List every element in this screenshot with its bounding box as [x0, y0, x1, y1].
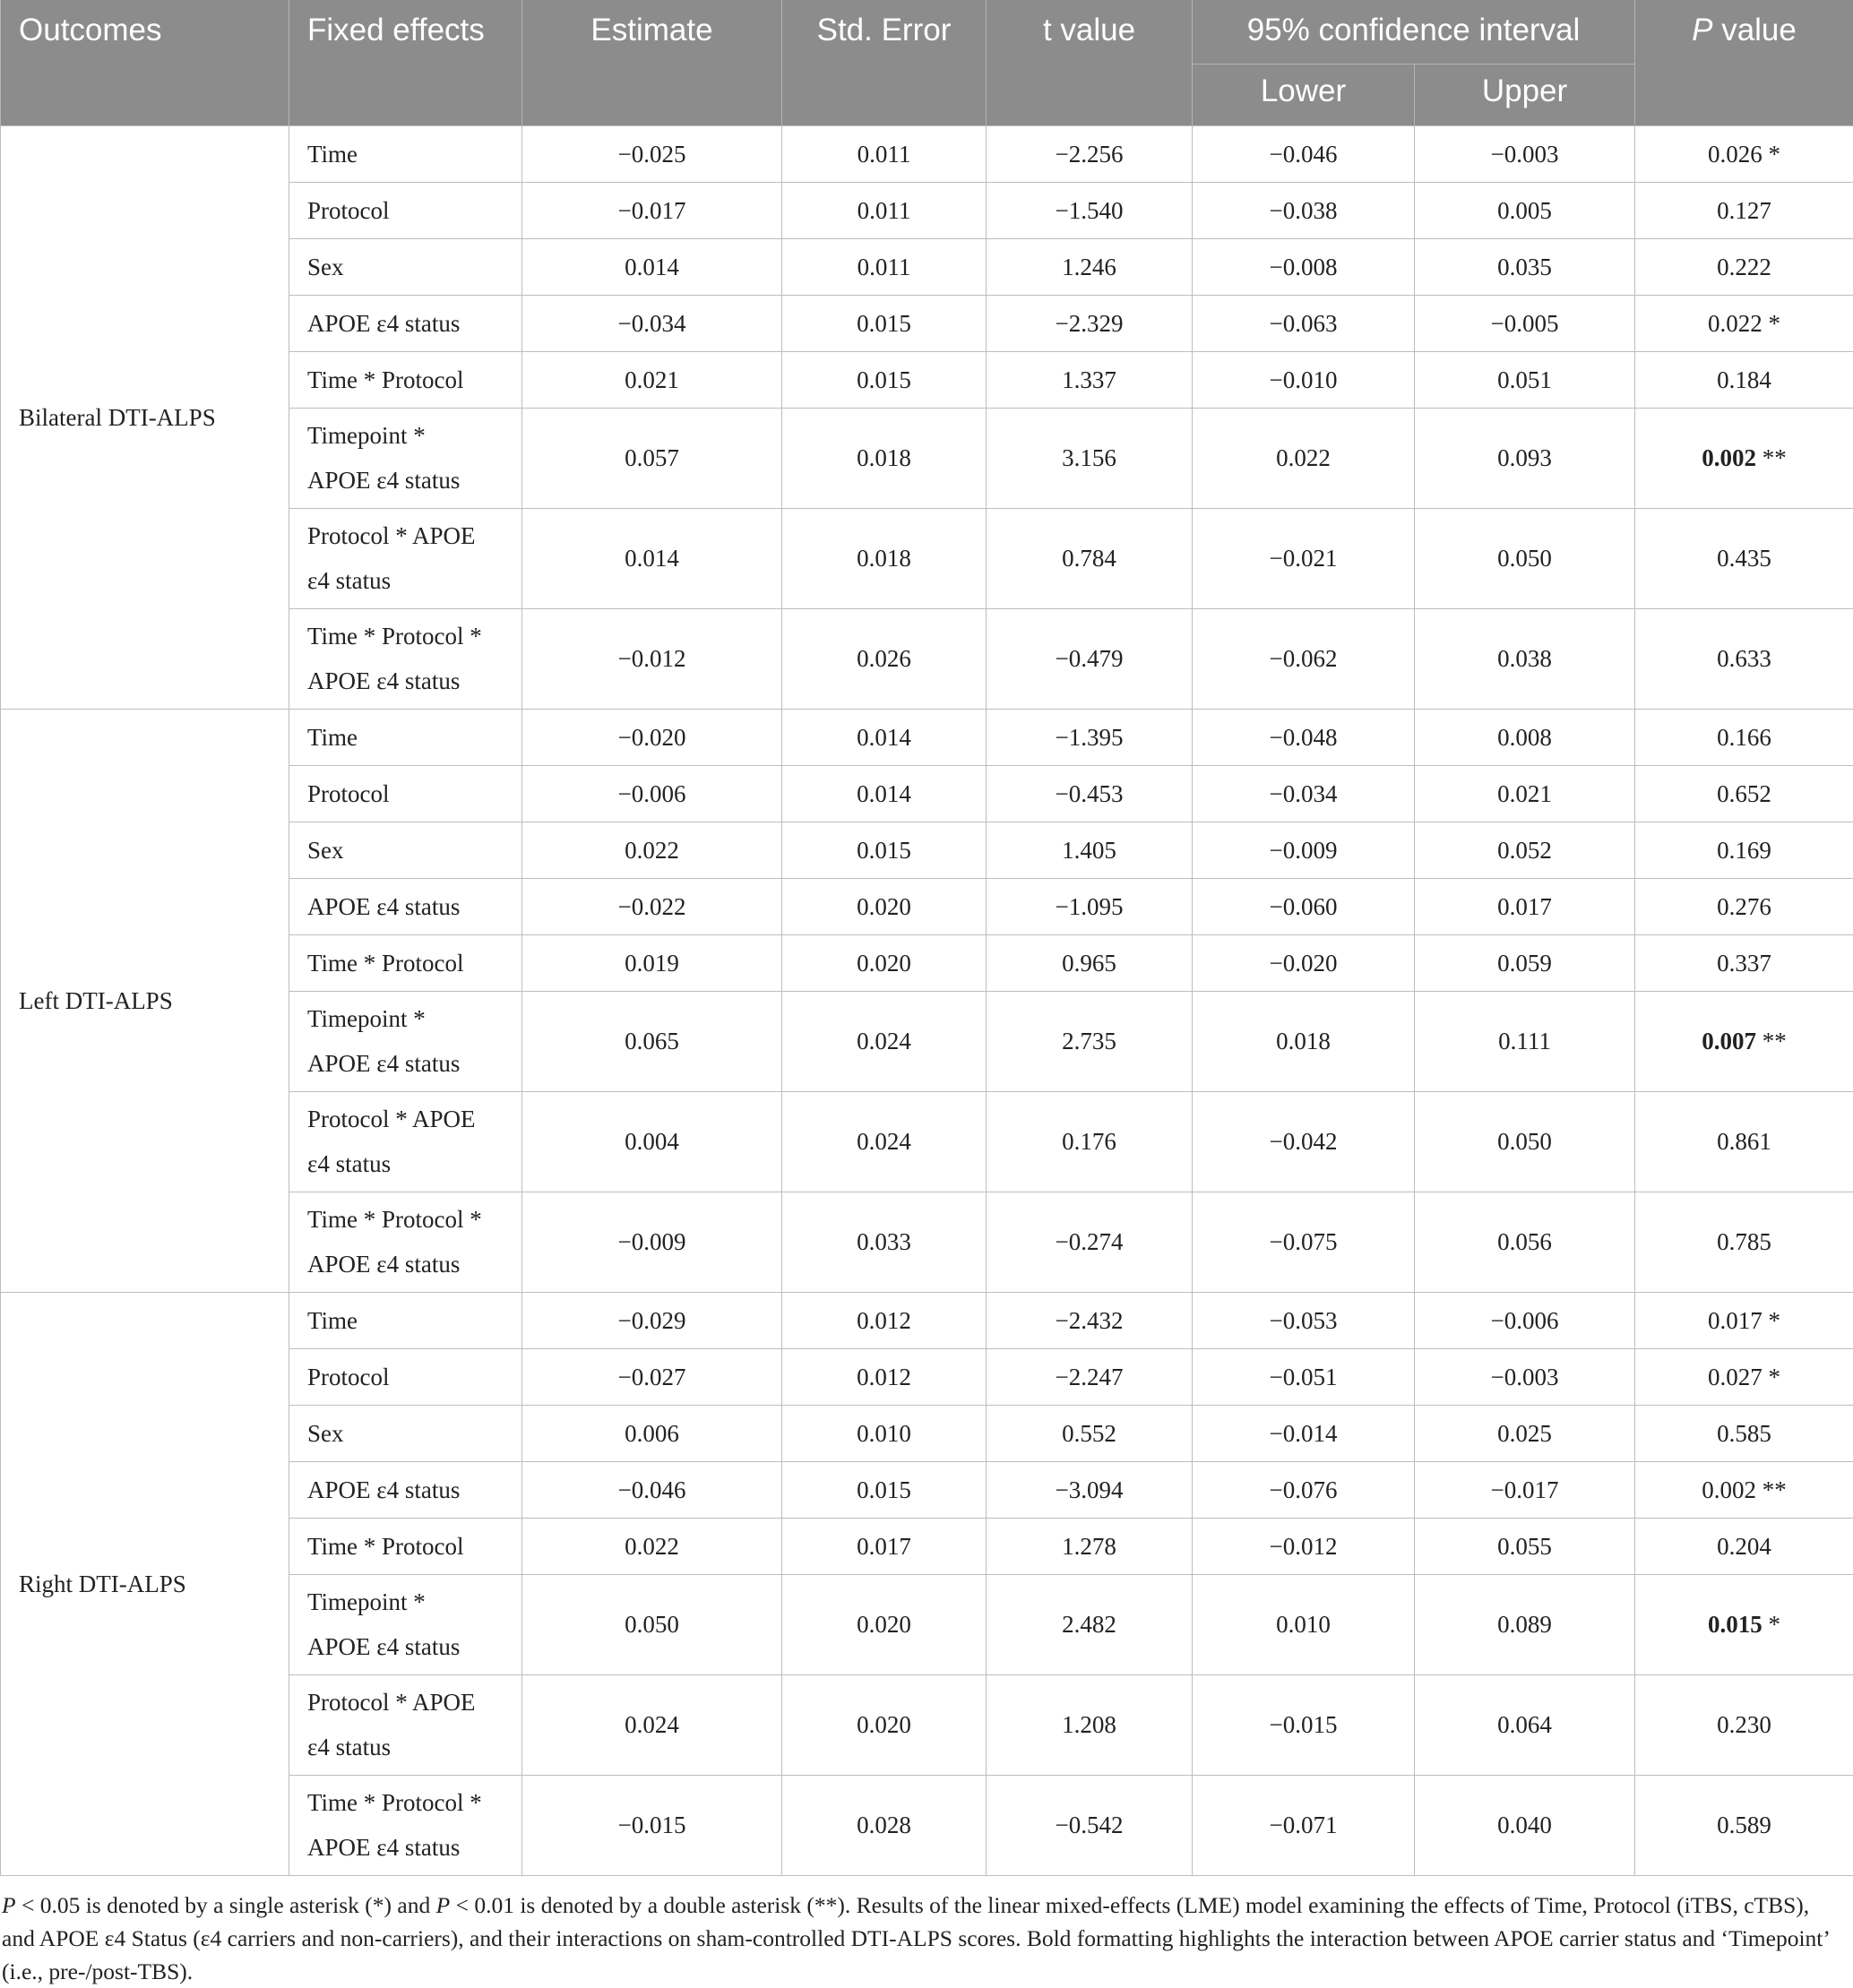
table-row	[1, 709, 1853, 765]
estimate-cell: −0.015	[522, 1775, 782, 1875]
t-value-cell: 0.552	[987, 1405, 1193, 1461]
p-value-cell	[1635, 508, 1853, 608]
std-error-cell: 0.015	[782, 1461, 987, 1518]
p-value: 0.002	[1702, 1476, 1756, 1503]
std-error-cell: 0.015	[782, 295, 987, 351]
fixed-effect-cell	[289, 1775, 522, 1875]
fixed-effect-cell	[289, 351, 522, 408]
t-value-cell: −2.256	[987, 125, 1193, 182]
significance-marker: **	[1763, 1028, 1787, 1054]
ci-lower-cell: 0.018	[1193, 991, 1415, 1091]
std-error-cell: 0.012	[782, 1292, 987, 1348]
p-value-cell	[1635, 1574, 1853, 1674]
estimate-cell: 0.006	[522, 1405, 782, 1461]
std-error-cell: 0.024	[782, 1091, 987, 1192]
t-value-cell: −2.329	[987, 295, 1193, 351]
fixed-effect-cell	[289, 765, 522, 822]
fixed-effect-label-line2: ε4 status	[307, 1734, 391, 1760]
p-value-cell	[1635, 1775, 1853, 1875]
p-value: 0.633	[1717, 645, 1771, 672]
std-error-cell: 0.011	[782, 182, 987, 238]
t-value-cell: 1.278	[987, 1518, 1193, 1574]
p-value: 0.276	[1717, 893, 1771, 920]
header-t-value: t value	[987, 0, 1193, 125]
fixed-effect-label: Protocol * APOE	[307, 1106, 476, 1132]
p-value: 0.652	[1717, 780, 1771, 807]
t-value-cell: −3.094	[987, 1461, 1193, 1518]
t-value-cell: −1.540	[987, 182, 1193, 238]
t-value-cell: −0.274	[987, 1192, 1193, 1292]
ci-upper-cell: 0.055	[1415, 1518, 1635, 1574]
std-error-cell: 0.014	[782, 765, 987, 822]
ci-lower-cell: 0.010	[1193, 1574, 1415, 1674]
t-value-cell: 0.965	[987, 934, 1193, 991]
ci-lower-cell: −0.046	[1193, 125, 1415, 182]
p-value: 0.184	[1717, 366, 1771, 393]
p-value-cell	[1635, 1192, 1853, 1292]
ci-upper-cell: 0.052	[1415, 822, 1635, 878]
p-value-cell	[1635, 765, 1853, 822]
p-value: 0.169	[1717, 837, 1771, 864]
fixed-effect-label-line2: APOE ε4 status	[307, 667, 460, 694]
footnote-text1: < 0.05 is denoted by a single asterisk (*) and	[16, 1892, 436, 1918]
header-confidence-interval: 95% confidence interval	[1193, 0, 1635, 64]
ci-lower-cell: −0.021	[1193, 508, 1415, 608]
ci-lower-cell: −0.060	[1193, 878, 1415, 934]
footnote-text2: < 0.01 is denoted by a double asterisk (**). Results of the linear mixed-effects (LME) model examining the effects of Time, Protocol (iTBS, cTBS), and APOE ε4 Status (ε4 carriers and non-carriers), and their interactions on sham-controlled DTI-ALPS scores. Bold formatting highlights the interaction between APOE carrier status and ‘Timepoint’ (i.e., pre-/post-TBS).	[2, 1892, 1829, 1984]
fixed-effect-cell	[289, 709, 522, 765]
p-value: 0.127	[1717, 197, 1771, 224]
fixed-effect-label-line2: ε4 status	[307, 1150, 391, 1177]
p-value: 0.027	[1708, 1364, 1763, 1390]
p-value: 0.222	[1717, 254, 1771, 280]
estimate-cell: 0.014	[522, 238, 782, 295]
ci-upper-cell: 0.050	[1415, 508, 1635, 608]
fixed-effect-label: Protocol	[307, 197, 390, 224]
estimate-cell: −0.009	[522, 1192, 782, 1292]
t-value-cell: 0.176	[987, 1091, 1193, 1192]
ci-lower-cell: −0.076	[1193, 1461, 1415, 1518]
p-value: 0.022	[1708, 310, 1763, 337]
significance-marker: *	[1769, 310, 1781, 337]
ci-upper-cell: 0.040	[1415, 1775, 1635, 1875]
t-value-cell: −2.432	[987, 1292, 1193, 1348]
estimate-cell: 0.057	[522, 408, 782, 508]
estimate-cell: 0.004	[522, 1091, 782, 1192]
estimate-cell: −0.034	[522, 295, 782, 351]
table-row	[1, 125, 1853, 182]
estimate-cell: −0.017	[522, 182, 782, 238]
header-outcomes: Outcomes	[1, 0, 289, 125]
header-p-letter: P	[1692, 13, 1712, 47]
std-error-cell: 0.010	[782, 1405, 987, 1461]
fixed-effect-label: Protocol	[307, 780, 390, 807]
fixed-effect-label: Time * Protocol	[307, 1533, 464, 1560]
std-error-cell: 0.012	[782, 1348, 987, 1405]
ci-lower-cell: −0.051	[1193, 1348, 1415, 1405]
p-value-cell	[1635, 1292, 1853, 1348]
p-value-cell	[1635, 182, 1853, 238]
t-value-cell: 1.405	[987, 822, 1193, 878]
estimate-cell: −0.025	[522, 125, 782, 182]
p-value-cell	[1635, 408, 1853, 508]
p-value: 0.585	[1717, 1420, 1771, 1447]
estimate-cell: 0.024	[522, 1674, 782, 1775]
fixed-effect-cell	[289, 1192, 522, 1292]
std-error-cell: 0.011	[782, 238, 987, 295]
p-value: 0.166	[1717, 724, 1771, 751]
p-value-cell	[1635, 709, 1853, 765]
ci-lower-cell: −0.048	[1193, 709, 1415, 765]
table-header	[1, 0, 1853, 125]
ci-upper-cell: 0.050	[1415, 1091, 1635, 1192]
std-error-cell: 0.026	[782, 608, 987, 709]
ci-lower-cell: −0.020	[1193, 934, 1415, 991]
ci-upper-cell: 0.089	[1415, 1574, 1635, 1674]
std-error-cell: 0.024	[782, 991, 987, 1091]
ci-lower-cell: −0.015	[1193, 1674, 1415, 1775]
ci-lower-cell: −0.075	[1193, 1192, 1415, 1292]
estimate-cell: 0.050	[522, 1574, 782, 1674]
fixed-effect-label: Protocol	[307, 1364, 390, 1390]
p-value: 0.230	[1717, 1711, 1771, 1738]
ci-lower-cell: −0.053	[1193, 1292, 1415, 1348]
fixed-effect-label: Time * Protocol *	[307, 623, 482, 650]
std-error-cell: 0.015	[782, 822, 987, 878]
fixed-effect-label: Time * Protocol *	[307, 1789, 482, 1816]
p-value-cell	[1635, 125, 1853, 182]
p-value: 0.015	[1708, 1611, 1763, 1638]
table-footnote	[0, 1876, 1853, 1988]
fixed-effect-label: Protocol * APOE	[307, 522, 476, 549]
estimate-cell: −0.046	[522, 1461, 782, 1518]
estimate-cell: −0.029	[522, 1292, 782, 1348]
fixed-effect-label: Timepoint *	[307, 1005, 426, 1032]
p-value: 0.589	[1717, 1812, 1771, 1838]
p-value: 0.204	[1717, 1533, 1771, 1560]
t-value-cell: −0.542	[987, 1775, 1193, 1875]
fixed-effect-label: APOE ε4 status	[307, 1476, 460, 1503]
header-p-rest: value	[1712, 13, 1796, 47]
outcome-label: Left DTI-ALPS	[1, 709, 289, 1292]
ci-upper-cell: 0.093	[1415, 408, 1635, 508]
fixed-effect-cell	[289, 1461, 522, 1518]
outcome-label: Right DTI-ALPS	[1, 1292, 289, 1875]
p-value-cell	[1635, 991, 1853, 1091]
footnote-p2: P	[436, 1892, 451, 1918]
fixed-effect-label-line2: APOE ε4 status	[307, 467, 460, 494]
ci-lower-cell: −0.062	[1193, 608, 1415, 709]
ci-upper-cell: 0.017	[1415, 878, 1635, 934]
p-value: 0.002	[1702, 444, 1756, 471]
p-value-cell	[1635, 878, 1853, 934]
std-error-cell: 0.028	[782, 1775, 987, 1875]
std-error-cell: 0.020	[782, 1574, 987, 1674]
estimate-cell: 0.022	[522, 1518, 782, 1574]
ci-lower-cell: −0.012	[1193, 1518, 1415, 1574]
t-value-cell: 1.337	[987, 351, 1193, 408]
fixed-effect-label-line2: ε4 status	[307, 567, 391, 594]
significance-marker: *	[1769, 141, 1781, 168]
estimate-cell: −0.027	[522, 1348, 782, 1405]
t-value-cell: 1.246	[987, 238, 1193, 295]
estimate-cell: 0.021	[522, 351, 782, 408]
fixed-effect-label: Time	[307, 1307, 358, 1334]
fixed-effect-cell	[289, 878, 522, 934]
std-error-cell: 0.014	[782, 709, 987, 765]
p-value: 0.435	[1717, 545, 1771, 572]
std-error-cell: 0.033	[782, 1192, 987, 1292]
estimate-cell: −0.006	[522, 765, 782, 822]
ci-upper-cell: 0.038	[1415, 608, 1635, 709]
p-value-cell	[1635, 822, 1853, 878]
ci-upper-cell: −0.003	[1415, 125, 1635, 182]
p-value-cell	[1635, 1461, 1853, 1518]
p-value-cell	[1635, 1674, 1853, 1775]
t-value-cell: 1.208	[987, 1674, 1193, 1775]
std-error-cell: 0.020	[782, 934, 987, 991]
ci-lower-cell: −0.063	[1193, 295, 1415, 351]
significance-marker: **	[1763, 444, 1787, 471]
std-error-cell: 0.018	[782, 408, 987, 508]
estimate-cell: −0.020	[522, 709, 782, 765]
ci-lower-cell: −0.014	[1193, 1405, 1415, 1461]
significance-marker: *	[1769, 1611, 1781, 1638]
ci-upper-cell: −0.017	[1415, 1461, 1635, 1518]
header-lower: Lower	[1193, 64, 1415, 125]
fixed-effect-cell	[289, 1518, 522, 1574]
fixed-effect-label: Time	[307, 724, 358, 751]
ci-upper-cell: 0.059	[1415, 934, 1635, 991]
fixed-effect-label: Sex	[307, 254, 344, 280]
fixed-effect-label: Sex	[307, 1420, 344, 1447]
p-value-cell	[1635, 295, 1853, 351]
ci-upper-cell: 0.021	[1415, 765, 1635, 822]
ci-lower-cell: −0.009	[1193, 822, 1415, 878]
fixed-effect-cell	[289, 1674, 522, 1775]
t-value-cell: −0.453	[987, 765, 1193, 822]
ci-lower-cell: −0.010	[1193, 351, 1415, 408]
p-value: 0.026	[1708, 141, 1763, 168]
significance-marker: *	[1769, 1364, 1781, 1390]
header-p-value	[1635, 0, 1853, 125]
std-error-cell: 0.020	[782, 878, 987, 934]
ci-upper-cell: 0.051	[1415, 351, 1635, 408]
t-value-cell: −1.395	[987, 709, 1193, 765]
ci-upper-cell: 0.005	[1415, 182, 1635, 238]
fixed-effect-label-line2: APOE ε4 status	[307, 1834, 460, 1861]
estimate-cell: 0.065	[522, 991, 782, 1091]
p-value-cell	[1635, 1348, 1853, 1405]
p-value: 0.337	[1717, 950, 1771, 977]
p-value: 0.785	[1717, 1228, 1771, 1255]
fixed-effect-label: Timepoint *	[307, 422, 426, 449]
fixed-effect-cell	[289, 238, 522, 295]
fixed-effect-cell	[289, 608, 522, 709]
fixed-effect-label-line2: APOE ε4 status	[307, 1633, 460, 1660]
std-error-cell: 0.015	[782, 351, 987, 408]
ci-upper-cell: 0.064	[1415, 1674, 1635, 1775]
outcome-label: Bilateral DTI-ALPS	[1, 125, 289, 709]
table-body	[1, 125, 1853, 1875]
ci-lower-cell: −0.071	[1193, 1775, 1415, 1875]
p-value-cell	[1635, 238, 1853, 295]
t-value-cell: −2.247	[987, 1348, 1193, 1405]
ci-upper-cell: 0.111	[1415, 991, 1635, 1091]
p-value: 0.017	[1708, 1307, 1763, 1334]
estimate-cell: −0.022	[522, 878, 782, 934]
fixed-effect-cell	[289, 125, 522, 182]
header-std-error: Std. Error	[782, 0, 987, 125]
t-value-cell: −1.095	[987, 878, 1193, 934]
p-value-cell	[1635, 1091, 1853, 1192]
fixed-effect-label: Sex	[307, 837, 344, 864]
std-error-cell: 0.017	[782, 1518, 987, 1574]
ci-lower-cell: −0.038	[1193, 182, 1415, 238]
fixed-effect-cell	[289, 1574, 522, 1674]
fixed-effect-label: Protocol * APOE	[307, 1689, 476, 1716]
t-value-cell: 0.784	[987, 508, 1193, 608]
ci-upper-cell: −0.005	[1415, 295, 1635, 351]
fixed-effect-cell	[289, 1292, 522, 1348]
t-value-cell: 2.735	[987, 991, 1193, 1091]
p-value-cell	[1635, 608, 1853, 709]
std-error-cell: 0.018	[782, 508, 987, 608]
significance-marker: *	[1769, 1307, 1781, 1334]
p-value: 0.007	[1702, 1028, 1756, 1054]
fixed-effect-cell	[289, 991, 522, 1091]
fixed-effect-label: Time * Protocol *	[307, 1206, 482, 1233]
fixed-effect-label: APOE ε4 status	[307, 310, 460, 337]
t-value-cell: 2.482	[987, 1574, 1193, 1674]
ci-lower-cell: −0.042	[1193, 1091, 1415, 1192]
std-error-cell: 0.011	[782, 125, 987, 182]
ci-upper-cell: 0.035	[1415, 238, 1635, 295]
t-value-cell: 3.156	[987, 408, 1193, 508]
fixed-effect-cell	[289, 1405, 522, 1461]
ci-upper-cell: 0.025	[1415, 1405, 1635, 1461]
fixed-effect-label-line2: APOE ε4 status	[307, 1050, 460, 1077]
std-error-cell: 0.020	[782, 1674, 987, 1775]
fixed-effect-cell	[289, 822, 522, 878]
p-value-cell	[1635, 1405, 1853, 1461]
fixed-effect-cell	[289, 1091, 522, 1192]
header-fixed-effects: Fixed effects	[289, 0, 522, 125]
footnote-p1: P	[2, 1892, 16, 1918]
t-value-cell: −0.479	[987, 608, 1193, 709]
estimate-cell: 0.014	[522, 508, 782, 608]
ci-lower-cell: 0.022	[1193, 408, 1415, 508]
p-value: 0.861	[1717, 1128, 1771, 1155]
fixed-effect-label: Time	[307, 141, 358, 168]
fixed-effect-cell	[289, 295, 522, 351]
significance-marker: **	[1763, 1476, 1787, 1503]
header-upper: Upper	[1415, 64, 1635, 125]
ci-upper-cell: −0.006	[1415, 1292, 1635, 1348]
ci-upper-cell: 0.008	[1415, 709, 1635, 765]
fixed-effect-label: Time * Protocol	[307, 366, 464, 393]
fixed-effect-cell	[289, 408, 522, 508]
fixed-effect-label-line2: APOE ε4 status	[307, 1251, 460, 1278]
estimate-cell: −0.012	[522, 608, 782, 709]
ci-lower-cell: −0.034	[1193, 765, 1415, 822]
p-value-cell	[1635, 1518, 1853, 1574]
fixed-effect-cell	[289, 934, 522, 991]
header-estimate: Estimate	[522, 0, 782, 125]
estimate-cell: 0.022	[522, 822, 782, 878]
ci-upper-cell: −0.003	[1415, 1348, 1635, 1405]
fixed-effect-label: APOE ε4 status	[307, 893, 460, 920]
ci-lower-cell: −0.008	[1193, 238, 1415, 295]
fixed-effect-cell	[289, 508, 522, 608]
fixed-effect-cell	[289, 1348, 522, 1405]
fixed-effect-cell	[289, 182, 522, 238]
fixed-effect-label: Time * Protocol	[307, 950, 464, 977]
p-value-cell	[1635, 351, 1853, 408]
fixed-effect-label: Timepoint *	[307, 1588, 426, 1615]
table-row	[1, 1292, 1853, 1348]
estimate-cell: 0.019	[522, 934, 782, 991]
ci-upper-cell: 0.056	[1415, 1192, 1635, 1292]
p-value-cell	[1635, 934, 1853, 991]
